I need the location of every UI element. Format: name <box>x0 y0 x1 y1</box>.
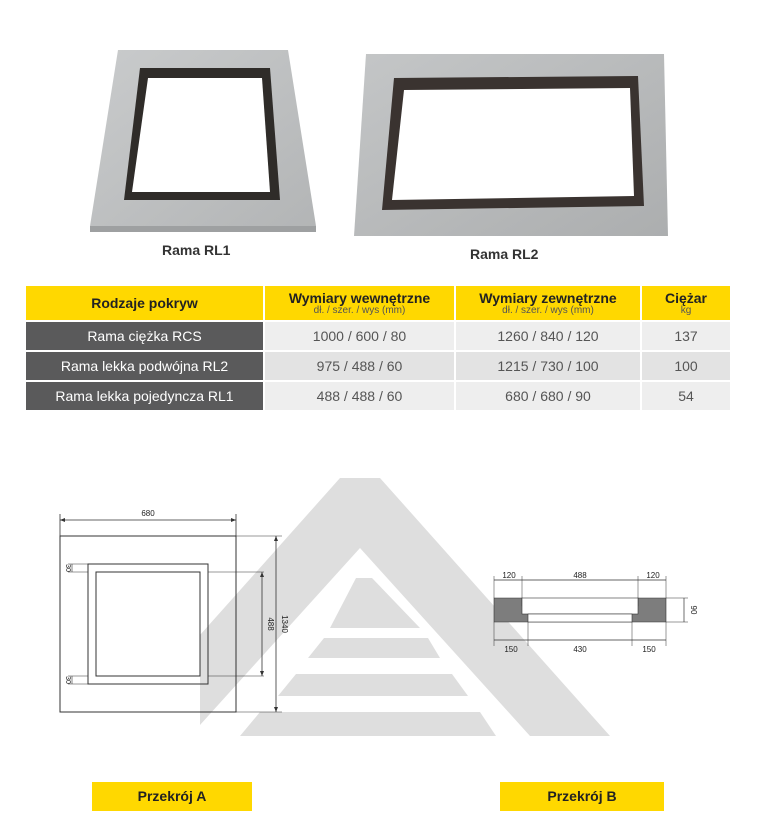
drawing-b-height: 90 <box>689 605 698 615</box>
table-row <box>26 382 730 412</box>
drawing-b-top-right: 120 <box>646 571 660 580</box>
row-outer: 680 / 680 / 90 <box>456 382 642 412</box>
drawing-b <box>488 568 698 658</box>
rama-rl1-caption: Rama RL1 <box>162 242 231 258</box>
drawing-a-inner-label: 488 <box>266 617 275 631</box>
table-row <box>26 352 730 382</box>
drawing-b-top-left: 120 <box>502 571 516 580</box>
row-name: Rama lekka podwójna RL2 <box>26 352 265 382</box>
drawing-b-bottom-mid: 430 <box>573 645 587 654</box>
rama-rl1-photo <box>88 48 318 232</box>
drawing-a-width-label: 680 <box>141 509 155 518</box>
drawing-b-bottom-right: 150 <box>642 645 656 654</box>
drawing-a-top-label: 30 <box>64 564 71 572</box>
header-outer-dimensions: Wymiary zewnętrzne dł. / szer. / wys (mm) <box>456 286 642 322</box>
drawing-a-height-label: 1340 <box>280 615 289 633</box>
header-inner-dimensions: Wymiary wewnętrzne dł. / szer. / wys (mm) <box>265 286 456 322</box>
section-label-a: Przekrój A <box>92 782 252 811</box>
row-weight: 54 <box>642 382 730 412</box>
table-header-row <box>26 286 730 322</box>
row-weight: 100 <box>642 352 730 382</box>
rama-rl2-photo <box>352 52 670 238</box>
drawing-b-top-mid: 488 <box>573 571 587 580</box>
row-outer: 1260 / 840 / 120 <box>456 322 642 352</box>
table-row <box>26 322 730 352</box>
drawing-b-bottom-left: 150 <box>504 645 518 654</box>
spec-table <box>26 286 730 412</box>
drawing-a-bottom-label: 30 <box>64 676 71 684</box>
row-inner: 488 / 488 / 60 <box>265 382 456 412</box>
section-label-b: Przekrój B <box>500 782 664 811</box>
header-weight: Ciężar kg <box>642 286 730 322</box>
row-name: Rama lekka pojedyncza RL1 <box>26 382 265 412</box>
rama-rl2-caption: Rama RL2 <box>470 246 539 262</box>
row-outer: 1215 / 730 / 100 <box>456 352 642 382</box>
row-weight: 137 <box>642 322 730 352</box>
drawing-a <box>50 506 290 720</box>
header-type: Rodzaje pokryw <box>26 286 265 322</box>
row-name: Rama ciężka RCS <box>26 322 265 352</box>
row-inner: 975 / 488 / 60 <box>265 352 456 382</box>
row-inner: 1000 / 600 / 80 <box>265 322 456 352</box>
